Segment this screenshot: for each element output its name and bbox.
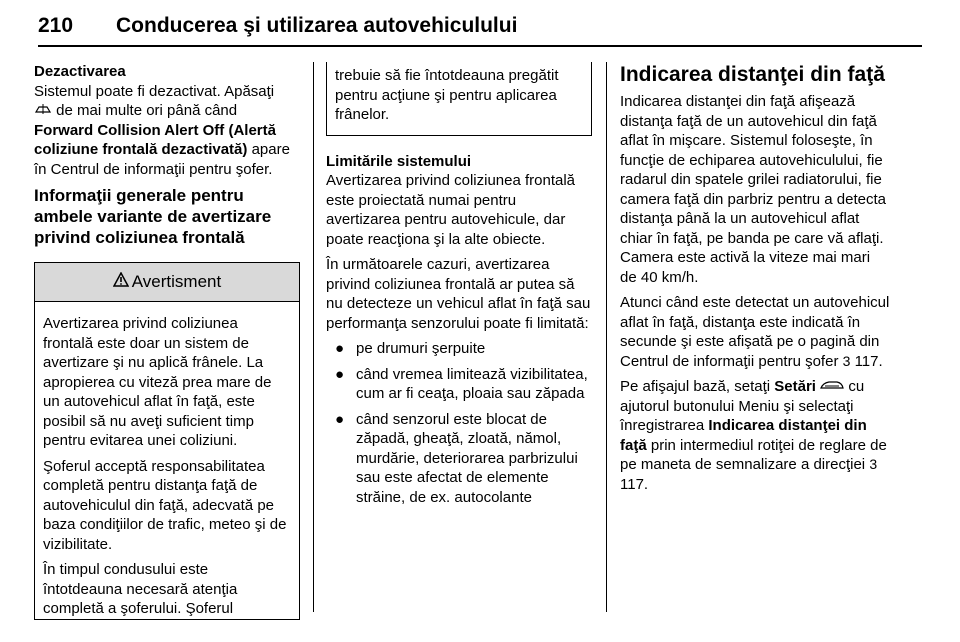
bullet-text: când vremea limitează vizibilitatea, cum ar fi ceaţa, ploaia sau zăpada xyxy=(356,365,588,402)
column-divider-2 xyxy=(606,62,607,612)
column-2 xyxy=(326,62,592,513)
column-3 xyxy=(620,62,890,500)
page-ref-arrow-icon: 3 xyxy=(842,352,851,369)
warning-box-continued xyxy=(326,62,592,136)
warning-paragraph-1: Avertizarea privind coliziunea frontală este doar un sistem de avertizare şi nu aplică frânele. La apropierea cu viteză prea mare de un autovehicul aflat în faţă, este posibil să nu aveţi suficient timp pentru evitarea unei coliziuni. xyxy=(43,315,272,450)
list-item xyxy=(326,365,592,404)
column-1 xyxy=(34,62,300,620)
column-divider-1 xyxy=(313,62,314,612)
warning-continued-text: trebuie să fie întotdeauna pregătit pentru acţiune şi pentru aplicarea frânelor. xyxy=(335,67,559,123)
deactivation-text-b: de mai multe ori până când xyxy=(56,102,238,119)
page-ref-link[interactable]: 117. xyxy=(620,475,649,493)
deactivation-paragraph xyxy=(34,82,300,180)
bullet-dot: ● xyxy=(335,410,345,428)
deactivation-text-c: apare în Centrul de informaţii pentru şofer. xyxy=(34,141,290,178)
general-heading: Informaţii generale pentru ambele variante de avertizare privind coliziunea frontală xyxy=(34,186,272,248)
header-rule xyxy=(38,45,922,47)
warning-paragraph-2: Şoferul acceptă responsabilitatea completă pentru distanţa faţă de autovehiculul din faţă, adecvată pe baza condiţiilor de trafic, meteo şi de vizibilitate. xyxy=(43,457,287,553)
distance-p2-text: Atunci când este detectat un autovehicul aflat în faţă, distanţa este indicată în secunde şi este afişată pe o pagină din Centrul de informaţii pentru şofer xyxy=(620,294,890,370)
distance-display-label: Indicarea distanţei din faţă xyxy=(620,417,867,454)
page-header xyxy=(38,14,922,44)
distance-paragraph-1: Indicarea distanţei din faţă afişează distanţa faţă de un autovehicul din faţă aflat în mişcare. Sistemul foloseşte, în funcţie de echiparea autovehiculului, fie radarul din spatele grilei radiatorului, fie camera faţă din parbriz pentru a detecta distanţa până la un autovehicul aflat chiar în faţă, pe banda pe care vă aflaţi. Camera este activă la viteze mai mari de 40 km/h. xyxy=(620,93,886,286)
distance-paragraph-2 xyxy=(620,293,890,371)
vehicle-ahead-icon xyxy=(34,101,52,121)
warning-title: Avertisment xyxy=(131,272,222,292)
warning-paragraph-3: În timpul condusului este întotdeauna necesară atenţia completă a şoferului. Şoferul xyxy=(43,561,238,618)
distance-paragraph-3 xyxy=(620,377,890,494)
chapter-title: Conducerea şi utilizarea autovehiculului xyxy=(116,14,518,37)
distance-heading: Indicarea distanţei din faţă xyxy=(620,63,885,86)
list-item xyxy=(326,339,592,359)
warning-body xyxy=(35,302,299,619)
limits-paragraph-1: Avertizarea privind coliziunea frontală este proiectată numai pentru avertizarea pentru autovehicule, dar poate reacţiona şi la alte obiecte. xyxy=(326,172,576,248)
distance-p3-text-a: Pe afişajul bază, setaţi xyxy=(620,378,771,395)
list-item xyxy=(326,410,592,508)
bullet-text: când senzorul este blocat de zăpadă, gheaţă, zloată, nămol, murdărie, deteriorarea parbrizului sau este afectat de elemente străine, de ex. autocolante xyxy=(356,410,578,506)
car-settings-icon xyxy=(820,377,844,397)
bullet-dot: ● xyxy=(335,340,345,357)
distance-p3-text-b: cu ajutorul butonului Meniu şi selectaţi înregistrarea xyxy=(620,378,865,435)
deactivation-heading: Dezactivarea xyxy=(34,63,126,80)
page-ref-link[interactable]: 117. xyxy=(854,352,883,370)
bullet-text: pe drumuri şerpuite xyxy=(356,340,486,357)
warning-box xyxy=(34,262,300,620)
distance-p3-text-c: prin intermediul rotiţei de reglare de pe maneta de semnalizare a direcţiei xyxy=(620,436,887,474)
warning-triangle-icon xyxy=(113,272,129,292)
limits-heading: Limitările sistemului xyxy=(326,152,472,170)
limits-bullet-list xyxy=(326,339,592,507)
deactivation-bold: Forward Collision Alert Off (Alertă coliziune frontală dezactivată) xyxy=(34,121,276,159)
limits-paragraph-2: În următoarele cazuri, avertizarea privind coliziunea frontală ar putea să nu detecteze un vehicul aflat în faţă sau performanţa senzorului poate fi limitată: xyxy=(326,256,591,332)
page-number: 210 xyxy=(38,14,74,37)
deactivation-text-a: Sistemul poate fi dezactivat. Apăsaţi xyxy=(34,82,275,100)
page-ref-arrow-icon: 3 xyxy=(869,456,878,473)
settings-label: Setări xyxy=(774,378,816,395)
bullet-dot: ● xyxy=(335,365,345,383)
warning-header xyxy=(35,262,299,302)
